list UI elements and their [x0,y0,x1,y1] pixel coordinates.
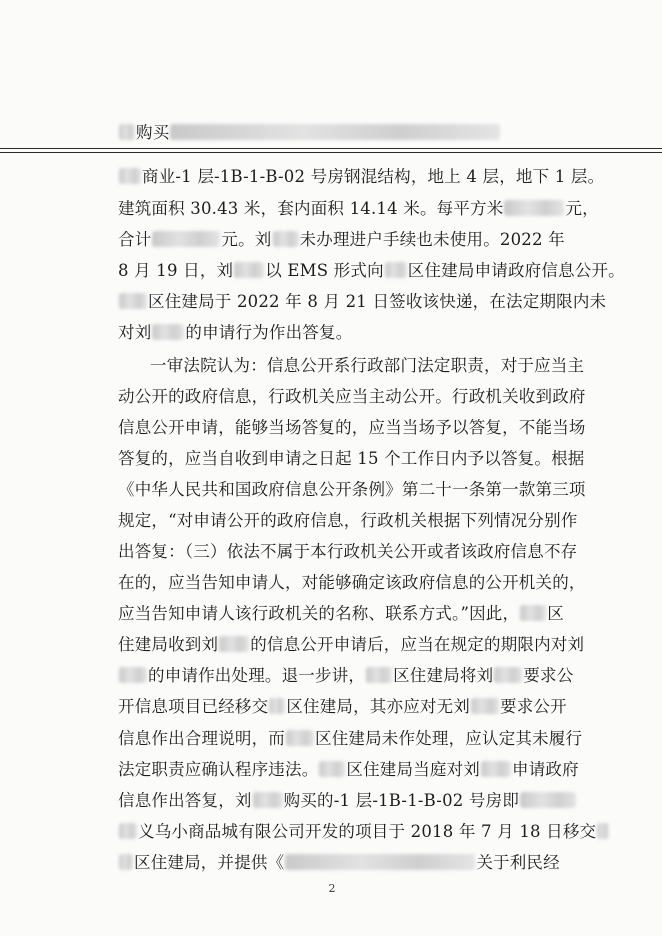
text-line [118,599,618,629]
text-line [118,848,618,878]
text-segment: 元， [565,199,599,218]
text-line [118,692,618,722]
text-line [118,318,618,348]
text-line [118,630,618,660]
text-line [118,256,625,286]
redaction-blur [273,231,299,247]
redaction-blur [152,324,184,340]
redaction-blur [520,605,546,621]
redaction-blur [286,730,314,746]
text-segment: 购买的-1 层-1B-1-B-02 号房即 [283,791,520,810]
redaction-blur [481,761,511,777]
redaction-blur [285,854,475,870]
redaction-blur [219,636,249,652]
text-segment: 义乌小商品城有限公司开发的项目于 2018 年 7 月 18 日移交 [138,822,597,841]
text-segment: 8 月 19 日，刘 [118,261,234,280]
text-segment: 信息作出答复，刘 [118,791,252,810]
redaction-blur [119,124,135,140]
text-segment: 要求公开 [500,697,567,716]
redaction-blur [170,124,500,140]
text-line [118,817,618,847]
text-segment: 以 EMS 形式向 [265,261,384,280]
redaction-blur [152,231,220,247]
text-segment: 合计 [118,230,152,249]
header-rule-bottom [0,152,662,153]
text-segment: 动公开的政府信息，行政机关应当主动公开。行政机关收到政府 [118,387,586,406]
text-line [118,225,618,255]
text-segment: 区住建局，并提供《 [134,853,285,872]
redaction-blur [597,823,609,839]
text-segment: 区住建局未作处理，应认定其未履行 [315,729,583,748]
redaction-blur [234,262,264,278]
text-segment: 建筑面积 30.43 米，套内面积 14.14 米。每平方米 [118,199,504,218]
redaction-blur [269,698,285,714]
text-segment: 法定职责应确认程序违法。 [118,760,319,779]
text-segment: 一审法院认为：信息公开系行政部门法定职责，对于应当主 [150,356,585,375]
redaction-blur [471,698,499,714]
redaction-blur [385,262,407,278]
text-line [118,444,618,474]
text-segment: 区住建局于 2022 年 8 月 21 日签收该快递，在法定期限内未 [148,292,607,311]
text-segment: 规定，“对申请公开的政府信息，行政机关根据下列情况分别作 [118,511,578,530]
text-segment: 住建局收到刘 [118,635,219,654]
text-segment: 要求公 [523,666,574,685]
text-segment: 商业-1 层-1B-1-B-02 号房钢混结构，地上 4 层，地下 1 层。 [142,167,605,186]
redaction-blur [253,792,283,808]
text-line [118,786,618,816]
text-segment: 的申请作出处理。退一步讲， [148,666,366,685]
text-line [118,162,618,192]
text-segment: 元。刘 [221,230,272,249]
text-line [118,755,618,785]
text-line [118,194,618,224]
redaction-blur [504,200,564,216]
text-segment: 信息作出合理说明，而 [118,729,285,748]
redaction-blur [520,792,576,808]
text-segment: 应当告知申请人该行政机关的名称、联系方式。”因此， [118,604,520,623]
text-segment: 的申请行为作出答复。 [185,323,353,342]
text-segment: 区住建局将刘 [393,666,494,685]
redaction-blur [119,667,147,683]
text-line [118,475,618,505]
text-segment: 未办理进户手续也未使用。2022 年 [299,230,565,249]
text-segment: 答复的，应当自收到申请之日起 15 个工作日内予以答复。根据 [118,449,585,468]
text-line [118,118,618,148]
text-segment: 区 [547,604,564,623]
text-segment: 区住建局申请政府信息公开。 [407,261,625,280]
text-line [118,537,618,567]
text-line [118,661,618,691]
text-segment: 对刘 [118,323,152,342]
text-segment: 区住建局当庭对刘 [346,760,481,779]
text-line [118,413,618,443]
text-segment: 购买 [136,123,170,142]
text-segment: 区住建局，其亦应对无刘 [286,697,471,716]
text-segment: 关于利民经 [476,853,560,872]
redaction-blur [494,667,522,683]
text-line [118,568,618,598]
text-line [118,382,618,412]
redaction-blur [119,293,147,309]
text-segment: 出答复：（三）依法不属于本行政机关公开或者该政府信息不存 [118,542,578,561]
text-line [118,287,618,317]
redaction-blur [319,761,345,777]
text-segment: 开信息项目已经移交 [118,697,269,716]
header-rule-top [0,148,662,149]
text-line [118,724,618,754]
text-line [150,351,650,381]
text-segment: 在的，应当告知申请人，对能够确定该政府信息的公开机关的， [118,573,586,592]
text-line [118,506,618,536]
redaction-blur [119,854,133,870]
text-segment: 《中华人民共和国政府信息公开条例》第二十一条第一款第三项 [118,480,586,499]
text-segment: 信息公开申请，能够当场答复的，应当当场予以答复，不能当场 [118,418,586,437]
redaction-blur [119,168,141,184]
page-number: 2 [328,882,336,895]
text-segment: 申请政府 [512,760,579,779]
redaction-blur [119,823,137,839]
redaction-blur [366,667,392,683]
text-segment: 的信息公开申请后，应当在规定的期限内对刘 [250,635,585,654]
